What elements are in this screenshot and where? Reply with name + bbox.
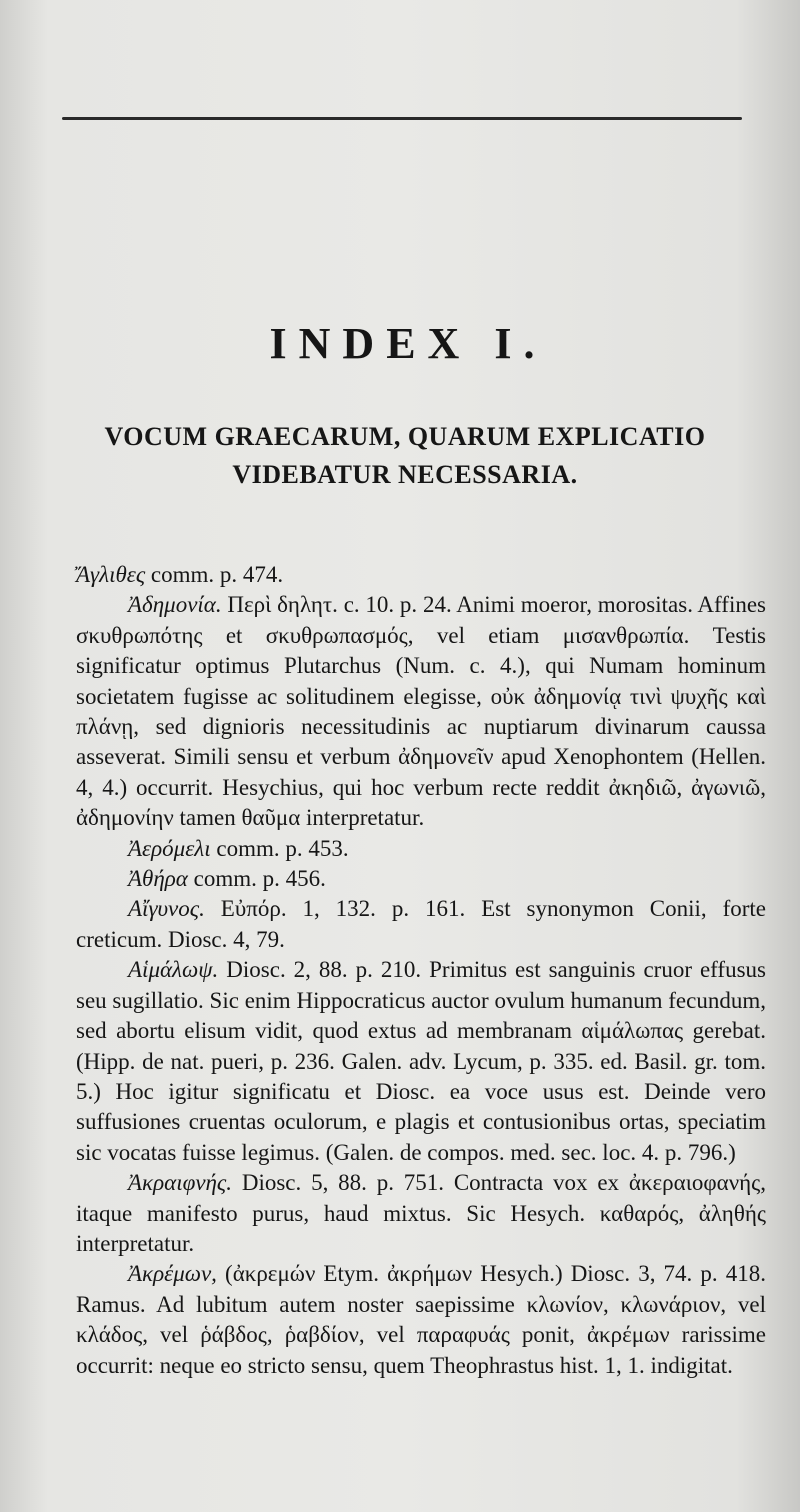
index-entry	[76, 834, 766, 864]
entry-lemma: Ἀδημονία.	[128, 592, 222, 618]
entry-lemma: Ἀκραιφνής.	[128, 1170, 233, 1196]
entry-text: Περὶ δηλητ. c. 10. p. 24. Animi moeror, morositas. Affines σκυθρωπότης et σκυθρωπασμός, vel etiam μισανθρωπία. Testis significatur optimus Plutarchus (Num. c. 4.), qui Numam hominum societatem fugisse ac solitudinem elegisse, οὐκ ἀδημονίᾳ τινὶ ψυχῆς καὶ πλάνῃ, sed dignioris necessitudinis ac nuptiarum divinarum caussa asseverat. Simili sensu et verbum ἀδημονεῖν apud Xenophontem (Hellen. 4, 4.) occurrit. Hesychius, qui hoc verbum recte reddit ἀκηδιῶ, ἀγωνιῶ, ἀδημονίην tamen θαῦμα interpretatur.	[76, 592, 766, 831]
index-entry	[76, 894, 766, 955]
entry-text: comm. p. 456.	[187, 866, 326, 892]
index-entry	[76, 864, 766, 894]
index-entry	[76, 590, 766, 833]
index-body	[76, 560, 766, 1381]
entry-lemma: Αἴγυνος.	[128, 896, 205, 922]
entry-text: Εὐπόρ. 1, 132. p. 161. Est synonymon Conii, forte creticum. Diosc. 4, 79.	[76, 896, 766, 952]
index-subtitle: VOCUM GRAECARUM, QUARUM EXPLICATIO VIDEBATUR NECESSARIA.	[104, 422, 706, 489]
entry-lemma: Ἀθήρα	[128, 866, 188, 892]
index-title: INDEX I.	[269, 319, 547, 368]
index-entry	[76, 560, 766, 590]
entry-text: (ἀκρεμών Etym. ἀκρήμων Hesych.) Diosc. 3, 74. p. 418. Ramus. Ad lubitum autem noster saepissime κλωνίον, κλωνάριον, vel κλάδος, vel ῥάβδος, ῥαβδίον, vel παραφυάς ponit, ἀκρέμων rarissime occurrit: neque eo stricto sensu, quem Theophrastus hist. 1, 1. indigitat.	[76, 1261, 766, 1378]
entry-lemma: Ἄγλιθες	[76, 562, 146, 587]
entry-text: Diosc. 2, 88. p. 210. Primitus est sanguinis cruor effusus seu sugillatio. Sic enim Hippocraticus auctor ovulum humanum fecundum, sed abortu elisum vidit, quod extus ad membranam αἱμάλωπας gerebat. (Hipp. de nat. pueri, p. 236. Galen. adv. Lycum, p. 335. ed. Basil. gr. tom. 5.) Hoc igitur significatu et Diosc. ea voce usus est. Deinde vero suffusiones cruentas oculorum, e plagis et contusionibus ortas, speciatim sic vocatas fuisse legimus. (Galen. de compos. med. sec. loc. 4. p. 796.)	[76, 957, 766, 1165]
index-entry	[76, 1168, 766, 1259]
entry-text: comm. p. 453.	[210, 835, 349, 861]
entry-lemma: Αἱμάλωψ.	[128, 957, 219, 983]
entry-text: comm. p. 474.	[145, 562, 284, 587]
entry-lemma: Ἀερόμελι	[128, 835, 211, 861]
index-entry	[76, 955, 766, 1168]
entry-lemma: Ἀκρέμων,	[128, 1261, 217, 1287]
header-rule	[62, 117, 742, 120]
entry-text: Diosc. 5, 88. p. 751. Contracta vox ex ἀκεραιοφανής, itaque manifesto purus, haud mixtus. Sic Hesych. καθαρός, ἀληθής interpretatur.	[76, 1170, 766, 1256]
index-entry	[76, 1259, 766, 1381]
